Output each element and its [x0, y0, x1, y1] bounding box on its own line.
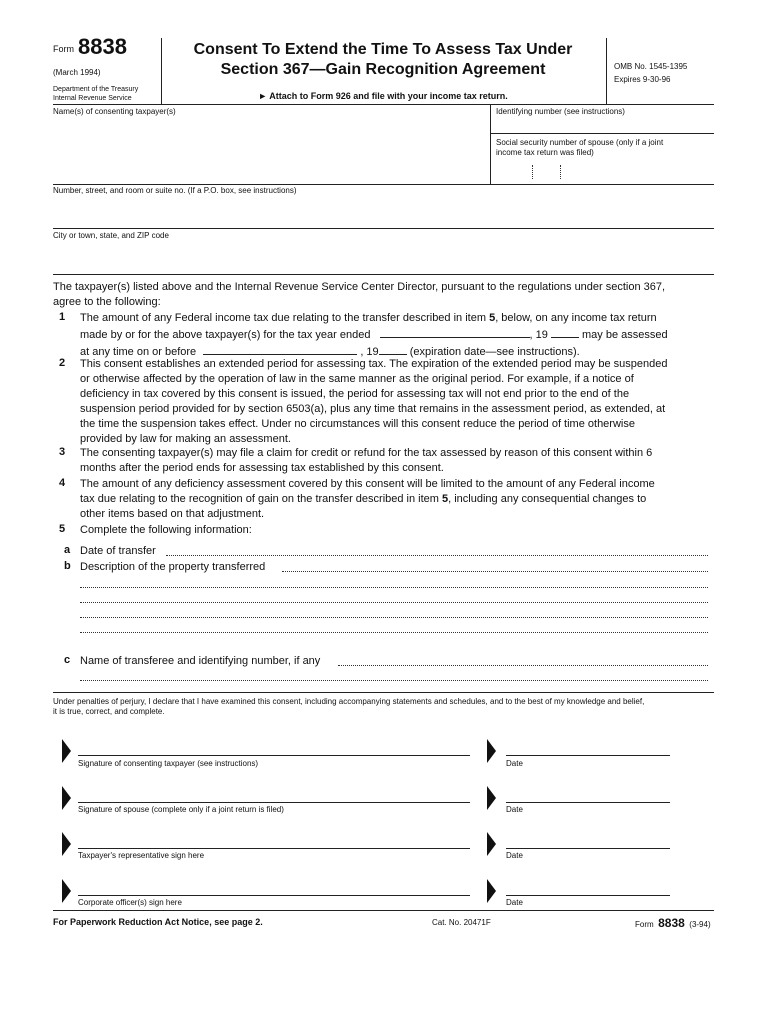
sign-here-arrow-icon — [62, 832, 71, 856]
perjury-statement: Under penalties of perjury, I declare that I have examined this consent, including accompanying statements and schedules, and to the best of my knowledge and belief, it is true, correct, and complete. — [53, 697, 645, 716]
item-5-heading: Complete the following information: — [80, 524, 252, 536]
form-revision: (March 1994) — [53, 68, 101, 77]
property-description-field-2[interactable] — [80, 587, 708, 588]
representative-signature-label: Taxpayer's representative sign here — [78, 851, 205, 860]
item-4: The amount of any deficiency assessment covered by this consent will be limited to the amount of any Federal income tax due relating to the recognition of gain on the transfer described in item 5, including any consequential changes to other items based on that adjustment. — [80, 478, 655, 520]
representative-date-label: Date — [506, 851, 523, 860]
tax-year-19-field[interactable] — [551, 326, 579, 338]
sign-here-arrow-icon — [62, 739, 71, 763]
footer-form-id: Form 8838 (3-94) — [635, 916, 711, 930]
item-1-number: 1 — [59, 311, 66, 323]
property-description-field-3[interactable] — [80, 602, 708, 603]
property-description-field-5[interactable] — [80, 632, 708, 633]
expiration-date-field[interactable] — [203, 343, 357, 355]
title-line-1: Consent To Extend the Time To Assess Tax Under — [193, 41, 573, 58]
spouse-ssn-field[interactable] — [496, 160, 714, 182]
corporate-officer-date-label: Date — [506, 898, 523, 907]
corporate-officer-date-field[interactable] — [506, 895, 670, 896]
taxpayer-signature-field[interactable] — [78, 755, 470, 756]
date-arrow-icon — [487, 879, 496, 903]
expiration: Expires 9-30-96 — [614, 75, 671, 84]
title-line-2: Section 367—Gain Recognition Agreement — [220, 61, 546, 78]
sign-here-arrow-icon — [62, 786, 71, 810]
item-3-number: 3 — [59, 446, 66, 458]
spouse-signature-field[interactable] — [78, 802, 470, 803]
spouse-ssn-label-1: Social security number of spouse (only if a joint — [496, 138, 664, 147]
item-2: This consent establishes an extended period for assessing tax. The expiration of the extended period may be suspended or otherwise affected by the operation of law in the same manner as the original period. For example, if a notice of deficiency in tax covered by this consent is issued, the period for assessing tax will not end prior to the end of the suspension period provided for by section 6503(a), plus any time that remains in the assessment period, as extended, at the time the suspension takes effect. Under no circumstances will this consent reduce the period of time otherwise provided by law for making an assessment. — [80, 358, 668, 445]
transferee-field-2[interactable] — [80, 680, 708, 681]
address-field[interactable] — [53, 197, 714, 227]
item-1: The amount of any Federal income tax due relating to the transfer described in item 5, below, on any income tax return made by or for the above taxpayer(s) for the tax year ended , 19 may be assessed at any time on or before , 19 (expiration date—see instructions). — [80, 312, 668, 358]
property-description-field-1[interactable] — [282, 571, 708, 572]
names-field[interactable] — [53, 118, 489, 184]
spouse-date-field[interactable] — [506, 802, 670, 803]
expiration-19-field[interactable] — [379, 343, 407, 355]
city-label: City or town, state, and ZIP code — [53, 231, 169, 240]
taxpayer-date-label: Date — [506, 759, 523, 768]
department: Department of the Treasury — [53, 86, 139, 93]
spouse-date-label: Date — [506, 805, 523, 814]
omb-number: OMB No. 1545-1395 — [614, 62, 688, 71]
paperwork-notice: For Paperwork Reduction Act Notice, see page 2. — [53, 917, 263, 927]
date-of-transfer-field[interactable] — [166, 555, 708, 556]
item-5b-letter: b — [64, 560, 71, 572]
property-description-field-4[interactable] — [80, 617, 708, 618]
item-5-number: 5 — [59, 523, 66, 535]
date-of-transfer-label: Date of transfer — [80, 545, 156, 557]
transferee-field-1[interactable] — [338, 665, 708, 666]
form-word: Form — [53, 44, 74, 54]
item-5c-letter: c — [64, 654, 71, 666]
corporate-officer-signature-label: Corporate officer(s) sign here — [78, 898, 182, 907]
names-label: Name(s) of consenting taxpayer(s) — [53, 107, 176, 116]
taxpayer-signature-label: Signature of consenting taxpayer (see instructions) — [78, 759, 259, 768]
attach-instruction: ► Attach to Form 926 and file with your income tax return. — [258, 91, 508, 101]
catalog-number: Cat. No. 20471F — [432, 918, 491, 927]
spouse-signature-label: Signature of spouse (complete only if a joint return is filed) — [78, 805, 284, 814]
intro-line-2: agree to the following: — [53, 296, 161, 308]
city-field[interactable] — [53, 242, 714, 274]
id-number-field[interactable] — [496, 118, 714, 132]
tax-year-ended-field[interactable] — [380, 326, 530, 338]
sign-here-arrow-icon — [62, 879, 71, 903]
form-number: 8838 — [78, 34, 127, 59]
form-title — [166, 40, 600, 80]
service: Internal Revenue Service — [53, 95, 132, 102]
representative-signature-field[interactable] — [78, 848, 470, 849]
date-arrow-icon — [487, 786, 496, 810]
address-label: Number, street, and room or suite no. (If a P.O. box, see instructions) — [53, 186, 297, 195]
transferee-label: Name of transferee and identifying number, if any — [80, 655, 321, 667]
date-arrow-icon — [487, 832, 496, 856]
spouse-ssn-label-2: income tax return was filed) — [496, 148, 594, 157]
item-3: The consenting taxpayer(s) may file a claim for credit or refund for the tax assessed by reason of this consent within 6 months after the period ends for assessing tax established by this consent. — [80, 447, 653, 474]
date-arrow-icon — [487, 739, 496, 763]
taxpayer-date-field[interactable] — [506, 755, 670, 756]
item-2-number: 2 — [59, 357, 66, 369]
representative-date-field[interactable] — [506, 848, 670, 849]
id-number-label: Identifying number (see instructions) — [496, 107, 625, 116]
corporate-officer-signature-field[interactable] — [78, 895, 470, 896]
item-4-number: 4 — [59, 477, 66, 489]
property-description-label: Description of the property transferred — [80, 561, 266, 573]
item-5a-letter: a — [64, 544, 71, 556]
agreement-intro — [53, 280, 714, 310]
intro-line-1: The taxpayer(s) listed above and the Internal Revenue Service Center Director, pursuant to the regulations under section 367, — [53, 281, 666, 293]
